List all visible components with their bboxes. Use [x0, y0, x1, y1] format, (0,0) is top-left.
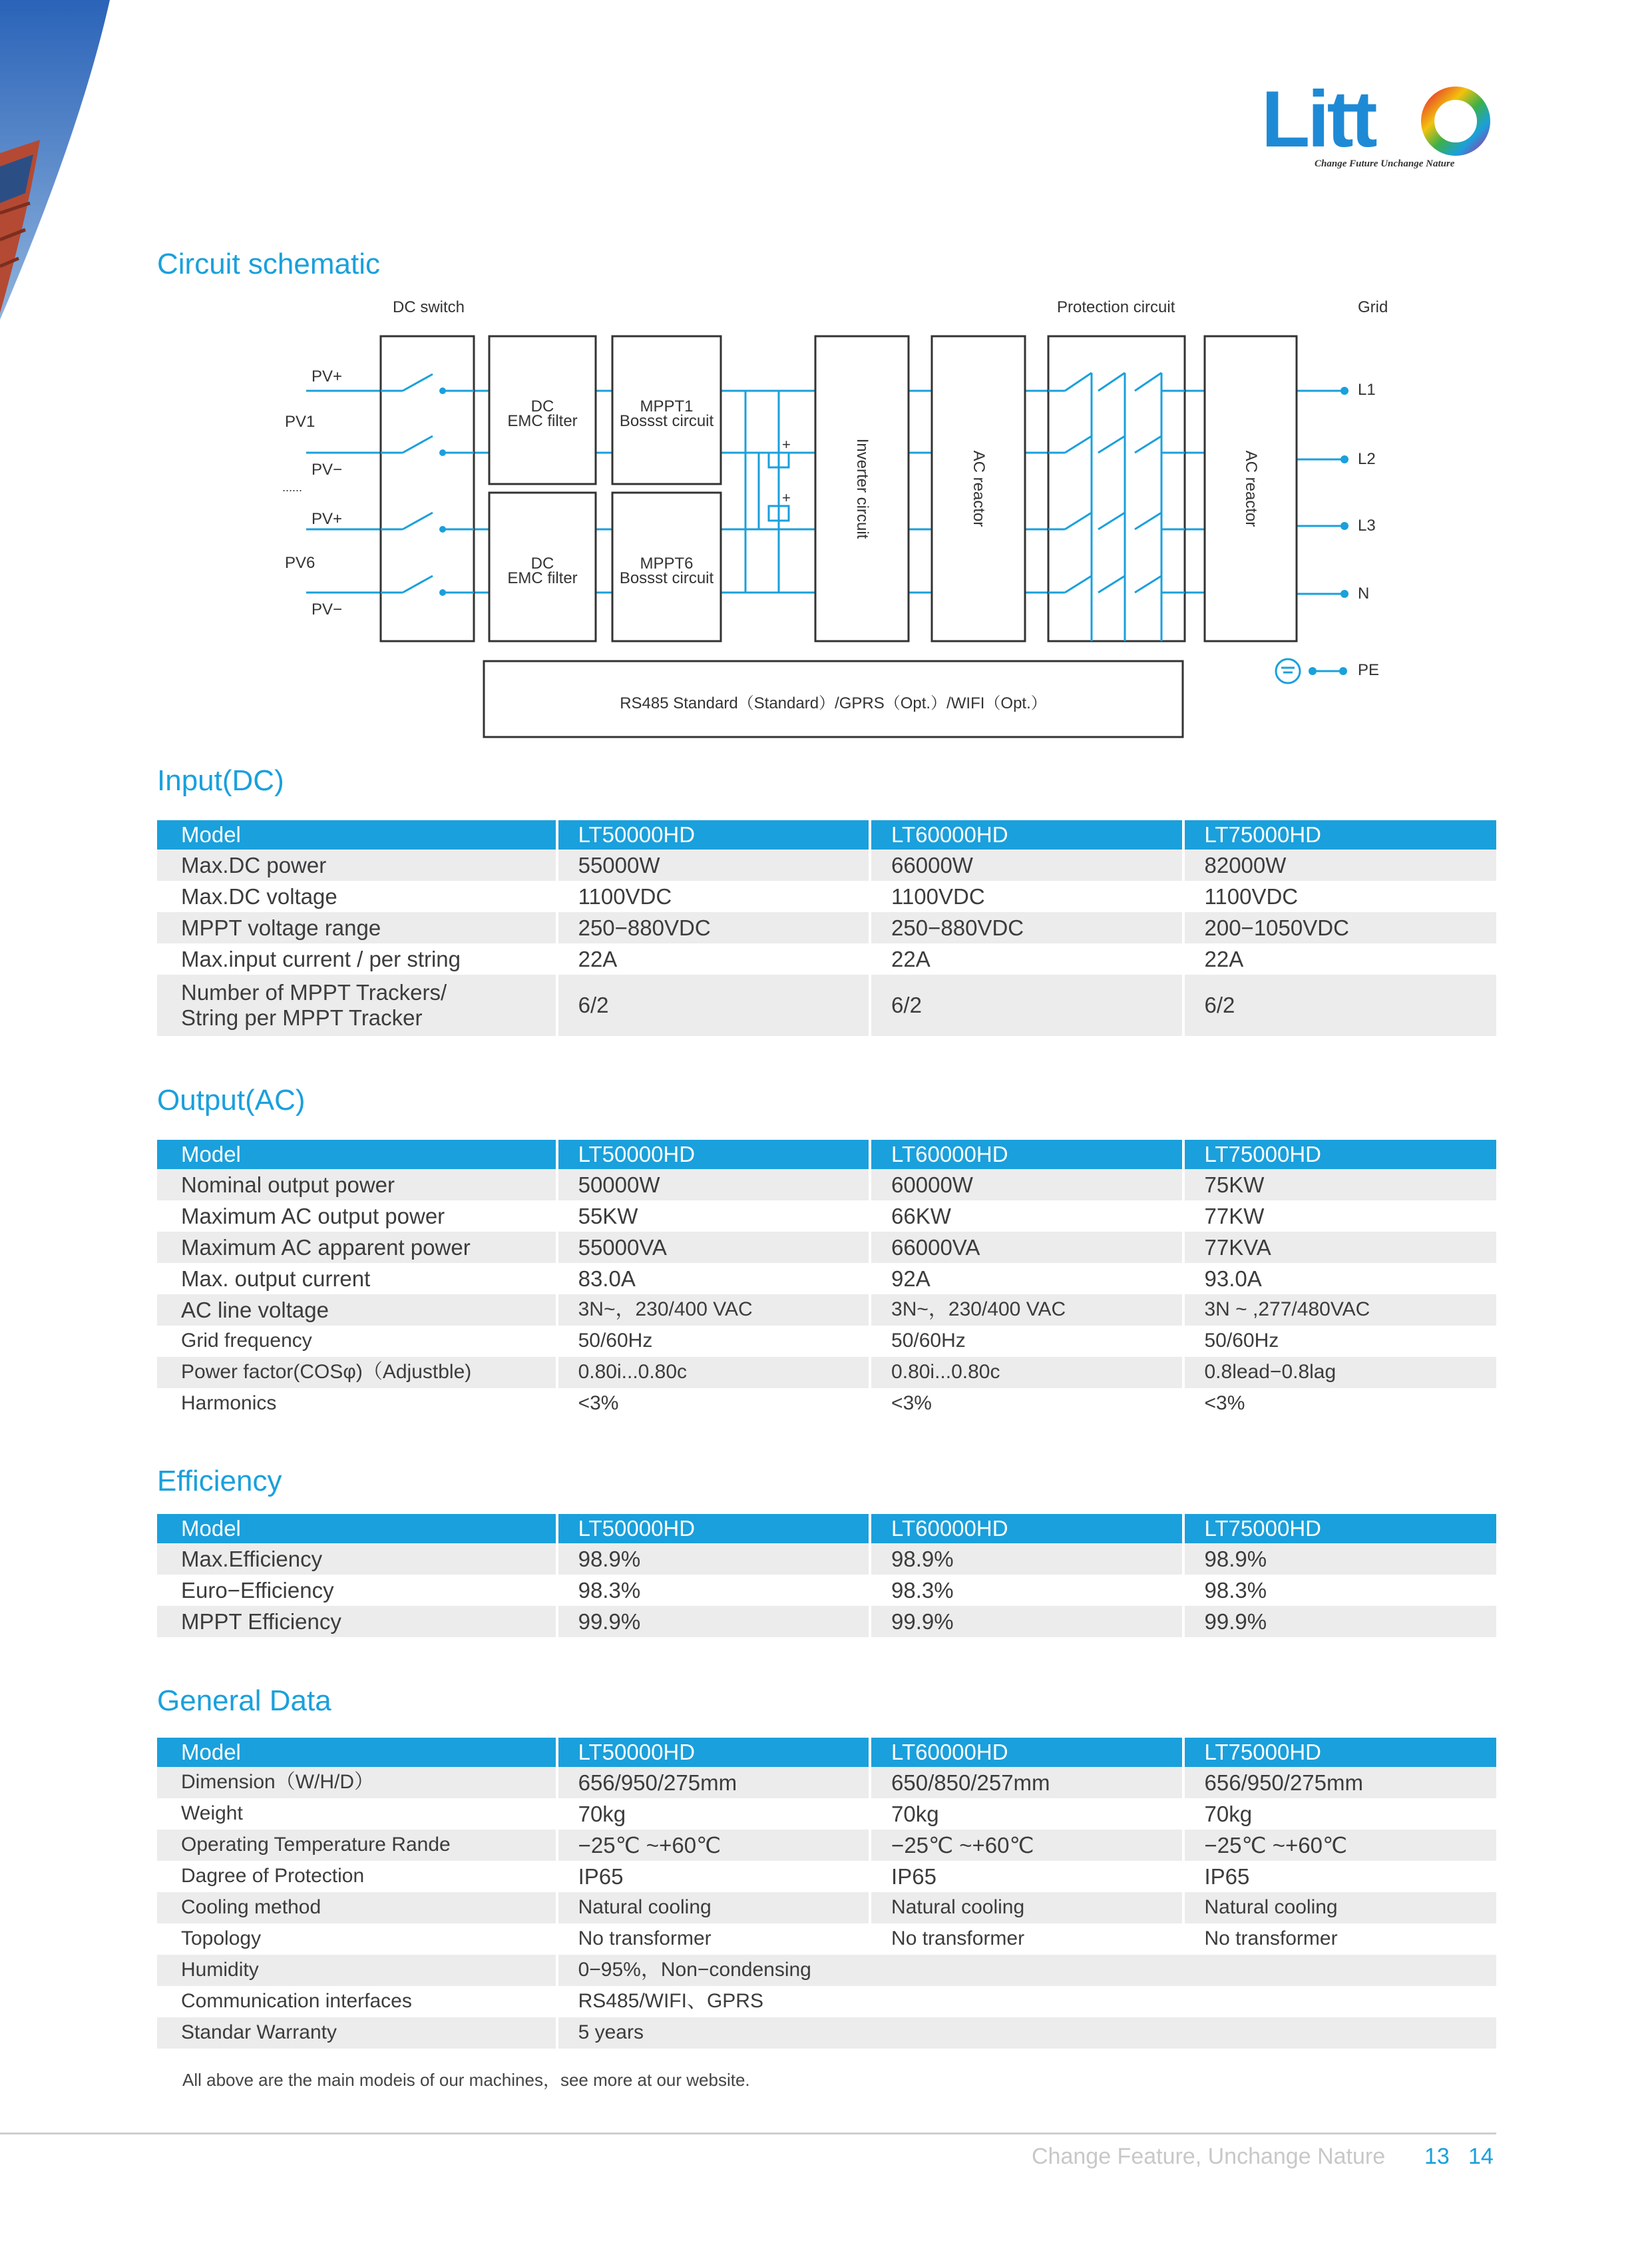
table-cell: 98.9% [1183, 1543, 1497, 1575]
label-pv-minus-6: PV− [311, 601, 343, 619]
table-cell: 50/60Hz [870, 1326, 1183, 1357]
circuit-schematic-diagram [0, 0, 1652, 752]
row-label: Dimension（W/H/D） [157, 1767, 557, 1798]
row-label: Number of MPPT Trackers/ String per MPPT Tracker [157, 975, 557, 1036]
row-label: Nominal output power [157, 1169, 557, 1200]
label-mppt1-b: Bossst circuit [619, 412, 714, 430]
table-cell: 200−1050VDC [1183, 912, 1497, 943]
svg-text:Litt: Litt [1261, 80, 1375, 160]
header-cell: LT75000HD [1183, 1140, 1497, 1169]
table-cell: 250−880VDC [557, 912, 870, 943]
row-label: Euro−Efficiency [157, 1575, 557, 1606]
label-l1: L1 [1358, 381, 1376, 399]
label-inverter: Inverter circuit [853, 438, 871, 539]
table-cell: RS485/WIFI、GPRS [557, 1986, 1496, 2017]
label-l2: L2 [1358, 450, 1376, 468]
table-cell: 75KW [1183, 1169, 1497, 1200]
label-ac-reactor-1: AC reactor [970, 450, 988, 527]
table-row [157, 1232, 1496, 1263]
header-cell: LT75000HD [1183, 1738, 1497, 1767]
table-cell: 250−880VDC [870, 912, 1183, 943]
table-cell: 6/2 [1183, 975, 1497, 1036]
table-cell: 98.9% [557, 1543, 870, 1575]
label-mppt1 [612, 399, 721, 429]
table-cell: 92A [870, 1263, 1183, 1294]
label-comm: RS485 Standard（Standard）/GPRS（Opt.）/WIFI（Opt.） [620, 694, 1047, 712]
table-cell: −25℃ ~+60℃ [870, 1830, 1183, 1861]
header-cell: LT60000HD [870, 1514, 1183, 1543]
table-cell: <3% [557, 1388, 870, 1419]
table-row [157, 1955, 1496, 1986]
table-row [157, 1986, 1496, 2017]
table-cell: 70kg [1183, 1798, 1497, 1830]
table-cell: No transformer [870, 1923, 1183, 1955]
table-cell: 77KVA [1183, 1232, 1497, 1263]
table-cell: 98.3% [870, 1575, 1183, 1606]
row-label: Operating Temperature Rande [157, 1830, 557, 1861]
table-cell: No transformer [1183, 1923, 1497, 1955]
table-cell: 55KW [557, 1200, 870, 1232]
header-cell: LT60000HD [870, 820, 1183, 850]
label-pv1: PV1 [285, 413, 315, 431]
page-number-right: 14 [1468, 2144, 1494, 2169]
label-plus-2: + [782, 489, 791, 506]
table-cell: 70kg [870, 1798, 1183, 1830]
row-label: Harmonics [157, 1388, 557, 1419]
table-cell: 650/850/257mm [870, 1767, 1183, 1798]
table-cell: −25℃ ~+60℃ [1183, 1830, 1497, 1861]
table-cell: 656/950/275mm [557, 1767, 870, 1798]
table-row [157, 1767, 1496, 1798]
table-header-row [157, 1514, 1496, 1543]
label-n: N [1358, 585, 1370, 603]
row-label: AC line voltage [157, 1294, 557, 1326]
table-row [157, 1798, 1496, 1830]
table-cell: Natural cooling [557, 1892, 870, 1923]
table-cell: 5 years [557, 2017, 1496, 2049]
label-mppt6-a: MPPT6 [640, 555, 694, 573]
header-cell: LT75000HD [1183, 1514, 1497, 1543]
label-mppt1-a: MPPT1 [640, 397, 694, 415]
row-label: Max.DC power [157, 850, 557, 881]
label-mppt6-b: Bossst circuit [619, 569, 714, 587]
row-label: Weight [157, 1798, 557, 1830]
label-dc-emc-6-a: DC [530, 555, 554, 573]
row-label: Grid frequency [157, 1326, 557, 1357]
table-cell: 98.3% [1183, 1575, 1497, 1606]
label-pv6: PV6 [285, 554, 315, 572]
row-label: Communication interfaces [157, 1986, 557, 2017]
efficiency-title: Efficiency [157, 1465, 282, 1497]
label-pe: PE [1358, 661, 1380, 679]
label-dc-emc-6-b: EMC filter [507, 569, 578, 587]
row-label: MPPT voltage range [157, 912, 557, 943]
label-mppt6 [612, 557, 721, 586]
efficiency-table [157, 1514, 1496, 1637]
table-cell: 0.80i...0.80c [870, 1357, 1183, 1388]
table-cell: 656/950/275mm [1183, 1767, 1497, 1798]
label-pv-minus-1: PV− [311, 461, 343, 479]
table-row [157, 1357, 1496, 1388]
table-cell: 6/2 [870, 975, 1183, 1036]
row-label: Dagree of Protection [157, 1861, 557, 1892]
input-dc-table [157, 820, 1496, 1036]
row-label: Maximum AC output power [157, 1200, 557, 1232]
table-cell: 50000W [557, 1169, 870, 1200]
table-cell: 66000W [870, 850, 1183, 881]
row-label: Standar Warranty [157, 2017, 557, 2049]
table-cell: 99.9% [870, 1606, 1183, 1637]
input-dc-title: Input(DC) [157, 764, 284, 797]
label-dc-emc-6 [489, 557, 596, 586]
table-cell: Natural cooling [1183, 1892, 1497, 1923]
table-cell: 93.0A [1183, 1263, 1497, 1294]
table-cell: 3N~，230/400 VAC [557, 1294, 870, 1326]
table-row [157, 1169, 1496, 1200]
row-label: Humidity [157, 1955, 557, 1986]
row-label: MPPT Efficiency [157, 1606, 557, 1637]
header-cell: LT50000HD [557, 1514, 870, 1543]
table-cell: IP65 [870, 1861, 1183, 1892]
row-label: Max.input current / per string [157, 943, 557, 975]
label-protection: Protection circuit [1057, 298, 1175, 316]
label-l3: L3 [1358, 517, 1376, 535]
table-row [157, 1830, 1496, 1861]
table-cell: 50/60Hz [557, 1326, 870, 1357]
label-dots: ...... [282, 481, 303, 494]
header-cell: LT50000HD [557, 1738, 870, 1767]
table-cell: 66KW [870, 1200, 1183, 1232]
table-cell: 99.9% [557, 1606, 870, 1637]
table-cell: 6/2 [557, 975, 870, 1036]
header-cell: LT50000HD [557, 820, 870, 850]
table-cell: 0.8lead−0.8lag [1183, 1357, 1497, 1388]
label-pv-plus-6: PV+ [311, 510, 343, 528]
row-label: Max. output current [157, 1263, 557, 1294]
table-cell: IP65 [1183, 1861, 1497, 1892]
table-row [157, 1388, 1496, 1419]
schematic-title: Circuit schematic [157, 248, 380, 280]
table-cell: Natural cooling [870, 1892, 1183, 1923]
table-row [157, 1294, 1496, 1326]
table-cell: 77KW [1183, 1200, 1497, 1232]
label-dc-emc-1 [489, 399, 596, 429]
table-cell: 83.0A [557, 1263, 870, 1294]
table-cell: 3N ~ ,277/480VAC [1183, 1294, 1497, 1326]
row-label: Max.DC voltage [157, 881, 557, 912]
table-row [157, 850, 1496, 881]
table-row [157, 1326, 1496, 1357]
table-row [157, 1606, 1496, 1637]
label-ac-reactor-2: AC reactor [1242, 450, 1260, 527]
footer-divider [0, 2132, 1496, 2134]
table-cell: 1100VDC [870, 881, 1183, 912]
table-header-row [157, 820, 1496, 850]
table-cell: 98.9% [870, 1543, 1183, 1575]
label-grid: Grid [1358, 298, 1388, 316]
table-cell: 1100VDC [1183, 881, 1497, 912]
footnote: All above are the main modeis of our machines，see more at our website. [182, 2070, 750, 2090]
table-row [157, 1892, 1496, 1923]
table-cell: <3% [870, 1388, 1183, 1419]
general-table [157, 1738, 1496, 2049]
table-cell: No transformer [557, 1923, 870, 1955]
table-cell: 98.3% [557, 1575, 870, 1606]
row-label: Maximum AC apparent power [157, 1232, 557, 1263]
general-title: General Data [157, 1684, 331, 1717]
table-cell: 22A [870, 943, 1183, 975]
footer-slogan: Change Feature, Unchange Nature [1032, 2144, 1386, 2169]
table-cell: 22A [557, 943, 870, 975]
table-cell: 66000VA [870, 1232, 1183, 1263]
output-ac-title: Output(AC) [157, 1084, 306, 1117]
label-dc-switch: DC switch [393, 298, 465, 316]
table-cell: <3% [1183, 1388, 1497, 1419]
header-cell: LT50000HD [557, 1140, 870, 1169]
table-cell: 99.9% [1183, 1606, 1497, 1637]
table-cell: 82000W [1183, 850, 1497, 881]
table-cell: 70kg [557, 1798, 870, 1830]
header-cell: Model [157, 820, 557, 850]
table-row [157, 943, 1496, 975]
table-row [157, 1263, 1496, 1294]
table-cell: 22A [1183, 943, 1497, 975]
row-label: Max.Efficiency [157, 1543, 557, 1575]
label-plus-1: + [782, 436, 791, 453]
header-cell: Model [157, 1738, 557, 1767]
table-row [157, 975, 1496, 1036]
brand-tagline: Change Future Unchange Nature [1315, 158, 1455, 169]
table-row [157, 1861, 1496, 1892]
table-cell: 60000W [870, 1169, 1183, 1200]
row-label: Power factor(COSφ)（Adjustble) [157, 1357, 557, 1388]
table-row [157, 912, 1496, 943]
table-cell: 55000W [557, 850, 870, 881]
table-cell: IP65 [557, 1861, 870, 1892]
header-cell: LT60000HD [870, 1140, 1183, 1169]
table-header-row [157, 1140, 1496, 1169]
table-row [157, 1543, 1496, 1575]
output-ac-table [157, 1140, 1496, 1419]
table-cell: 50/60Hz [1183, 1326, 1497, 1357]
row-label: Cooling method [157, 1892, 557, 1923]
row-label: Topology [157, 1923, 557, 1955]
table-header-row [157, 1738, 1496, 1767]
table-cell: 55000VA [557, 1232, 870, 1263]
page-number-left: 13 [1424, 2144, 1450, 2169]
table-cell: 3N~，230/400 VAC [870, 1294, 1183, 1326]
table-cell: −25℃ ~+60℃ [557, 1830, 870, 1861]
table-row [157, 1575, 1496, 1606]
table-cell: 1100VDC [557, 881, 870, 912]
header-cell: LT75000HD [1183, 820, 1497, 850]
header-cell: Model [157, 1514, 557, 1543]
table-cell: 0−95%，Non−condensing [557, 1955, 1496, 1986]
table-row [157, 881, 1496, 912]
label-pv-plus-1: PV+ [311, 368, 343, 385]
label-dc-emc-1-a: DC [530, 397, 554, 415]
label-dc-emc-1-b: EMC filter [507, 412, 578, 430]
header-cell: LT60000HD [870, 1738, 1183, 1767]
table-row [157, 1200, 1496, 1232]
table-cell: 0.80i...0.80c [557, 1357, 870, 1388]
header-cell: Model [157, 1140, 557, 1169]
table-row [157, 2017, 1496, 2049]
table-row [157, 1923, 1496, 1955]
